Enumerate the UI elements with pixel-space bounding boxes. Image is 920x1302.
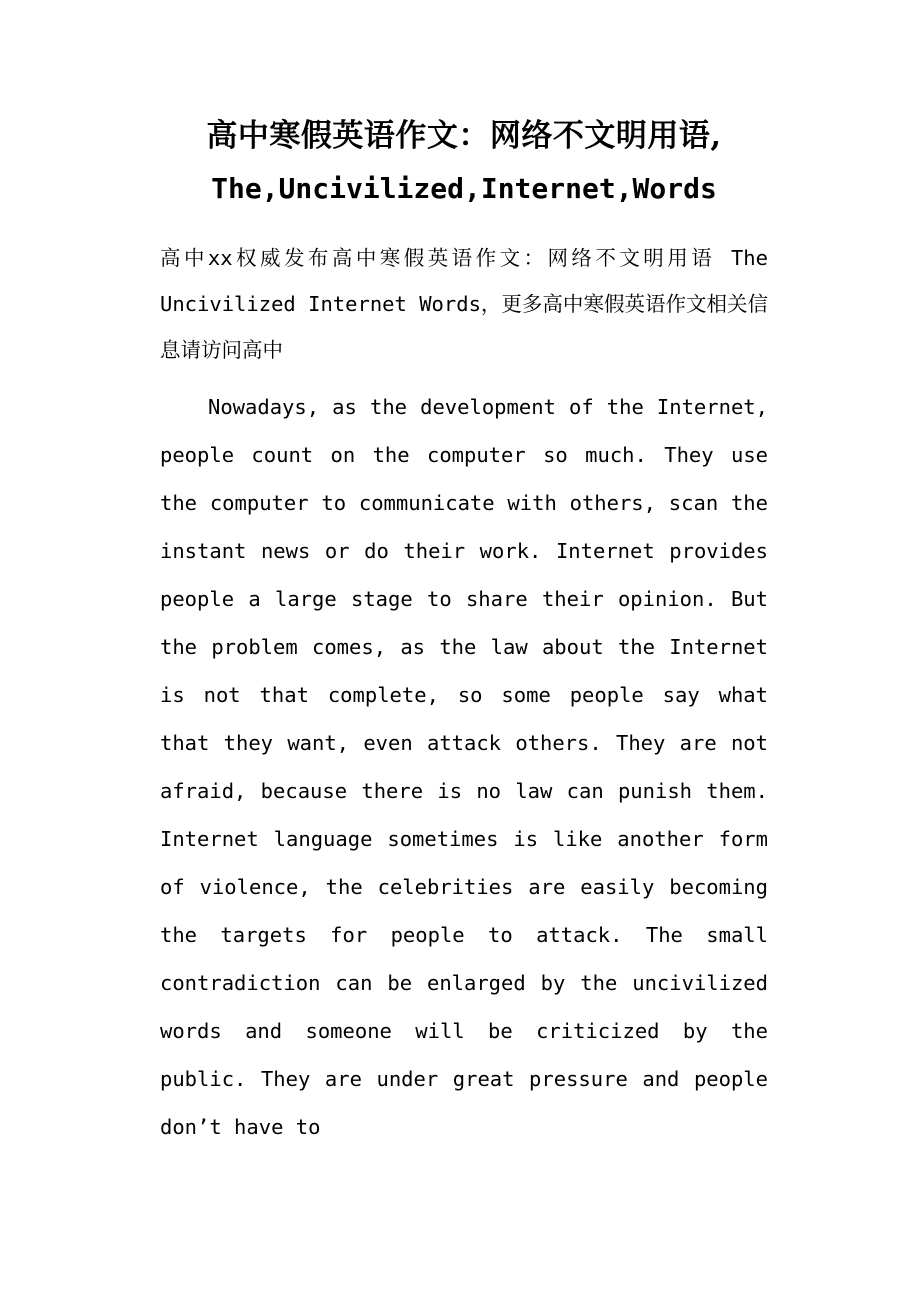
document-body-paragraph-1: Nowadays, as the development of the Internet, people count on the computer so much. They use the computer to communicate with others, scan the instant news or do their work. Internet provides people a large stage to share their opinion. But the problem comes, as the law about the Internet is not that complete, so some people say what that they want, even attack others. They are not afraid, because there is no law can punish them. Internet language sometimes is like another form of violence, the celebrities are easily becoming the targets for people to attack. The small contradiction can be enlarged by the uncivilized words and someone will be criticized by the public. They are under great pressure and people don’t have to	[160, 395, 768, 1139]
document-lead-paragraph: 高中xx权威发布高中寒假英语作文：网络不文明用语 The Uncivilized Internet Words，更多高中寒假英语作文相关信息请访问高中	[160, 246, 768, 362]
page-title-line-1: 高中寒假英语作文：网络不文明用语,	[206, 118, 722, 154]
document-content	[160, 0, 768, 1151]
page-title	[160, 0, 768, 213]
page-title-line-2: The,Uncivilized,Internet,Words	[211, 172, 717, 205]
